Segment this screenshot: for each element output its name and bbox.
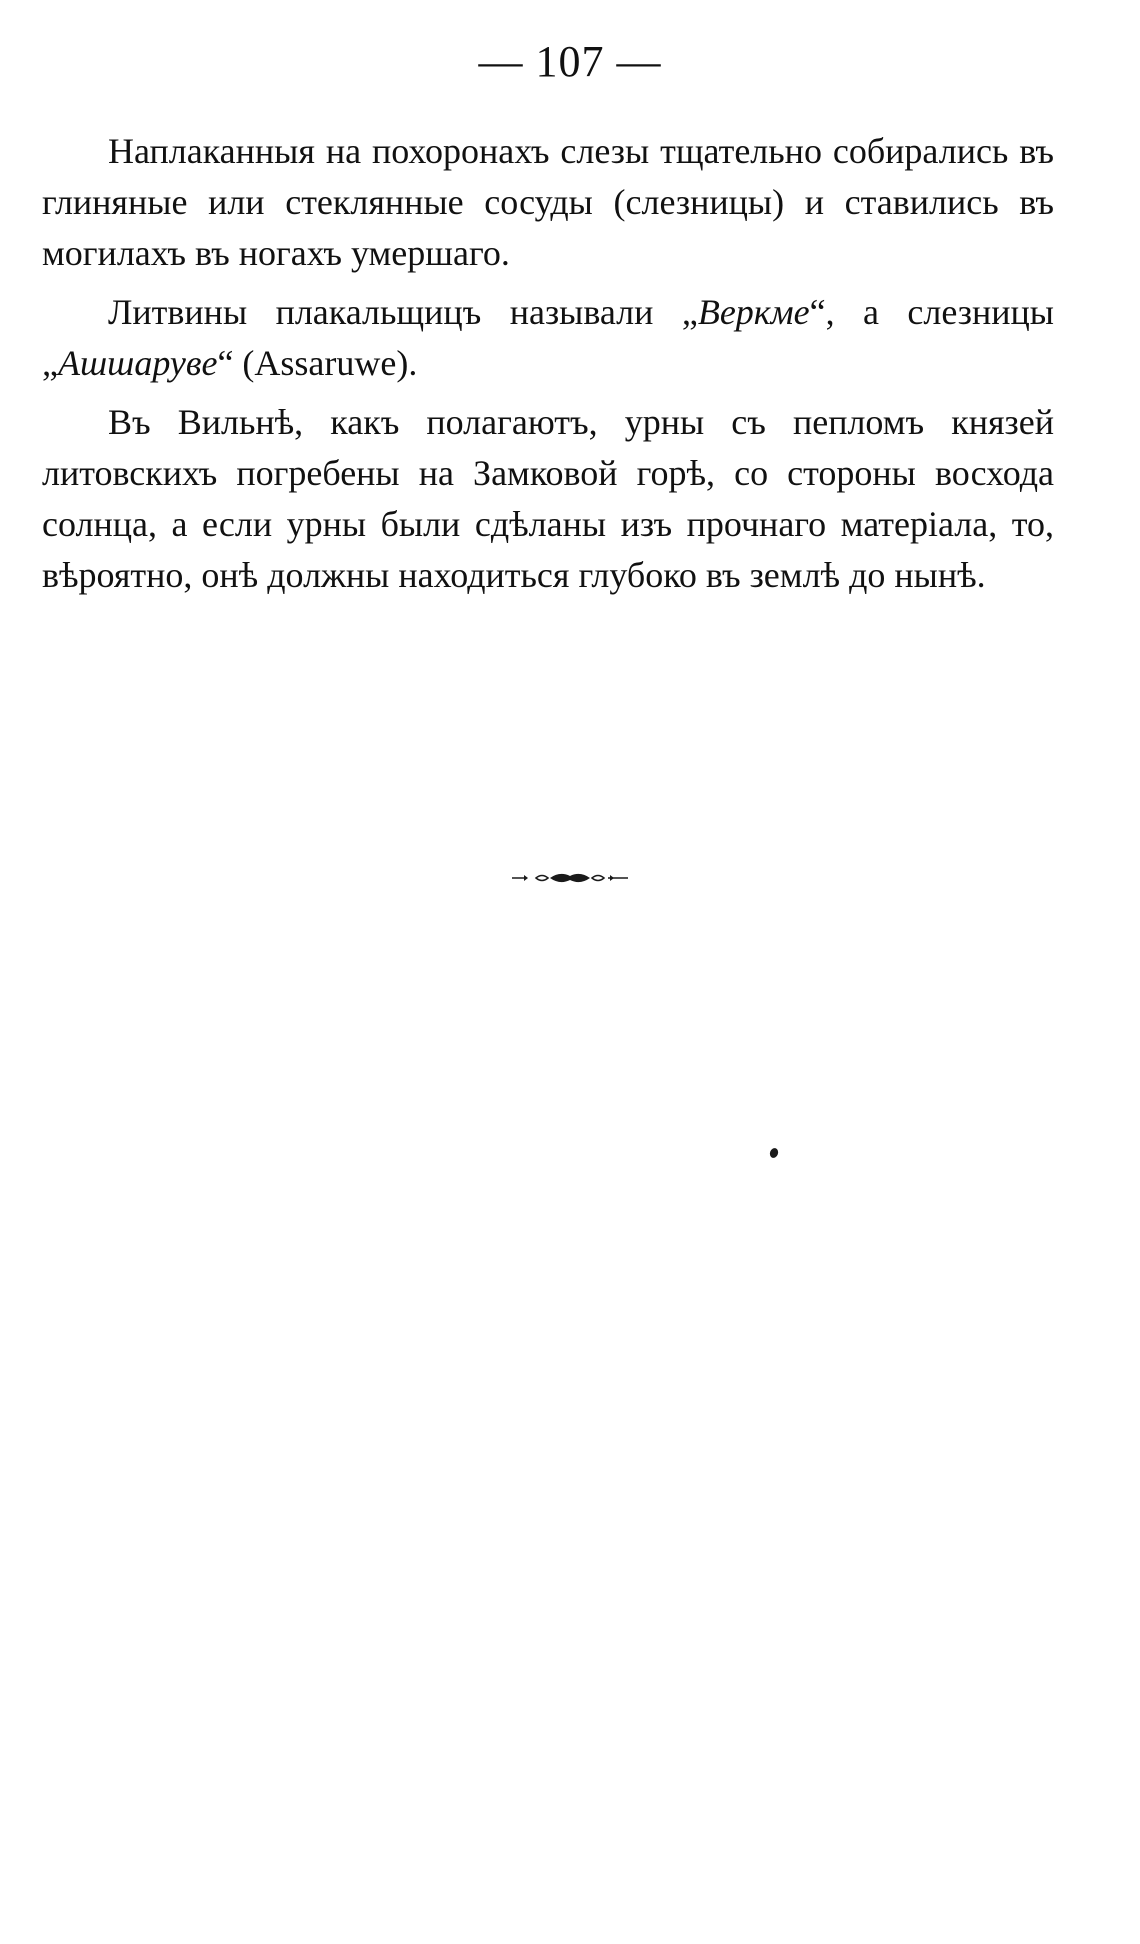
text-segment: Наплаканныя на похоронахъ слезы тщательно собирались въ глиняные или стеклянные сосуды (слезницы) и ставились въ могилахъ въ ногахъ умершаго. <box>42 131 1054 273</box>
italic-term: Веркме <box>697 292 810 332</box>
paragraph <box>42 397 1054 601</box>
ink-speck <box>769 1147 780 1159</box>
paragraph <box>42 126 1054 279</box>
text-segment: “, а слезницы „ <box>42 292 1054 383</box>
text-segment: Литвины плакальщицъ называли „ <box>108 292 698 332</box>
paragraph <box>42 287 1054 389</box>
text-segment: “ (Assaruwe). <box>217 343 418 383</box>
text-segment: Въ Вильнѣ, какъ полагаютъ, урны съ пепломъ князей литовскихъ погребены на Замковой горѣ, со стороны восхода солнца, а если урны были сдѣланы изъ прочнаго матеріала, то, вѣроятно, онѣ должны находиться глубоко въ землѣ до нынѣ. <box>42 402 1054 595</box>
italic-term: Ашшарувe <box>57 343 218 383</box>
page-number: — 107 — <box>478 37 662 86</box>
ornament-divider-icon <box>0 866 1140 890</box>
ornament-svg <box>510 866 630 890</box>
body-text <box>42 126 1054 609</box>
